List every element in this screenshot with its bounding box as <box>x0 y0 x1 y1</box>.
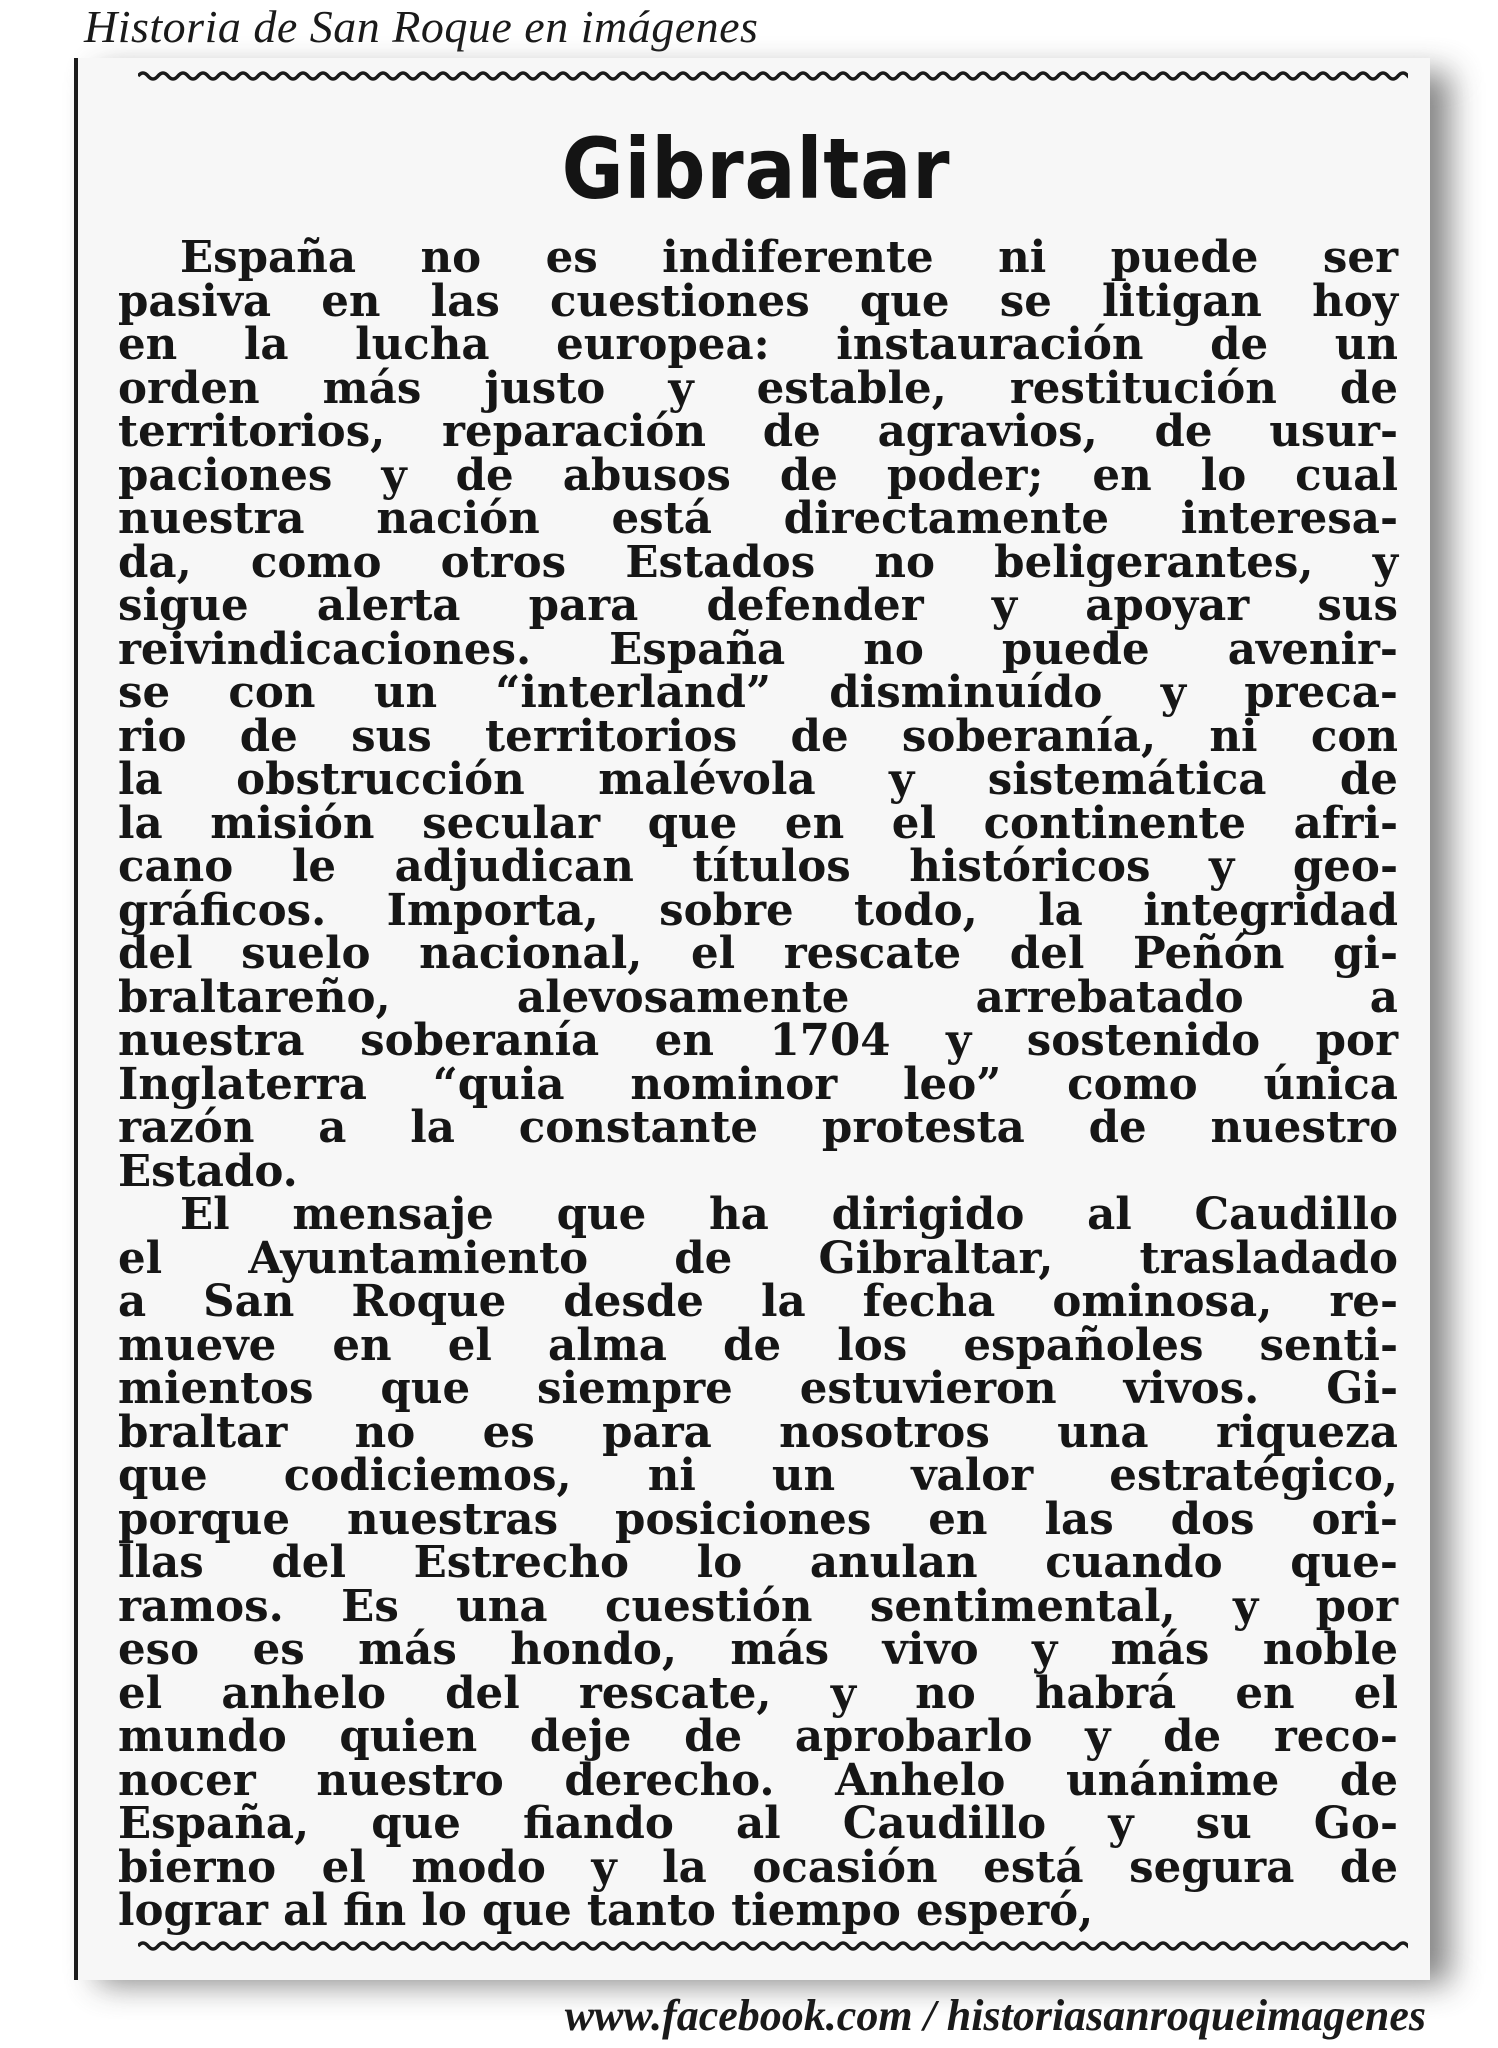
article-line: España no es indiferente ni puede ser <box>180 232 1398 283</box>
article-line: del suelo nacional, el rescate del Peñón gi- <box>118 928 1398 979</box>
article-line: se con un “interland” disminuído y preca- <box>118 667 1398 718</box>
article-line: lograr al fin lo que tanto tiempo esperó, <box>118 1885 1094 1936</box>
site-title-watermark: Historia de San Roque en imágenes <box>84 1 759 52</box>
article-line: sigue alerta para defender y apoyar sus <box>118 580 1398 631</box>
article-line: llas del Estrecho lo anulan cuando que- <box>118 1537 1398 1588</box>
article-line: en la lucha europea: instauración de un <box>118 319 1398 370</box>
article-title: Gibraltar <box>561 120 951 218</box>
article-line: Inglaterra “quia nominor leo” como única <box>118 1058 1398 1110</box>
article-line: la obstrucción malévola y sistemática de <box>118 754 1398 805</box>
article-line: territorios, reparación de agravios, de usur- <box>118 406 1398 457</box>
article-line: rio de sus territorios de soberanía, ni con <box>118 710 1398 762</box>
paragraph-2 <box>118 1189 1398 1936</box>
article-line: eso es más hondo, más vivo y más noble <box>118 1624 1398 1675</box>
article-line: la misión secular que en el continente afri- <box>118 797 1398 849</box>
article-line: paciones y de abusos de poder; en lo cual <box>118 449 1398 501</box>
bottom-wavy-rule <box>138 1938 1408 1954</box>
article-body <box>118 232 1398 1936</box>
article-line: orden más justo y estable, restitución de <box>118 362 1398 414</box>
newspaper-clipping <box>74 58 1430 1980</box>
article-line: braltar no es para nosotros una riqueza <box>118 1406 1398 1458</box>
article-line: mientos que siempre estuvieron vivos. Gi- <box>118 1363 1398 1414</box>
article-line: Estado. <box>118 1145 298 1197</box>
article-line: razón a la constante protesta de nuestro <box>118 1102 1398 1153</box>
article-line: gráficos. Importa, sobre todo, la integridad <box>118 884 1398 936</box>
footer-url-watermark: www.facebook.com / historiasanroqueimagenes <box>564 1991 1426 2040</box>
paragraph-1 <box>118 232 1398 1197</box>
article-line: mundo quien deje de aprobarlo y de reco- <box>118 1711 1398 1762</box>
article-line: el Ayuntamiento de Gibraltar, trasladado <box>118 1232 1398 1284</box>
article-line: El mensaje que ha dirigido al Caudillo <box>180 1189 1398 1240</box>
article-line: nuestra soberanía en 1704 y sostenido por <box>118 1015 1398 1066</box>
article-line: a San Roque desde la fecha ominosa, re- <box>118 1276 1398 1327</box>
top-wavy-rule <box>138 68 1408 84</box>
article-line: nuestra nación está directamente interesa- <box>118 493 1398 544</box>
article-line: porque nuestras posiciones en las dos ori- <box>118 1493 1398 1545</box>
article-line: da, como otros Estados no beligerantes, y <box>118 536 1398 588</box>
article-line: nocer nuestro derecho. Anhelo unánime de <box>118 1754 1398 1806</box>
article-line: braltareño, alevosamente arrebatado a <box>118 971 1398 1023</box>
article-line: reivindicaciones. España no puede avenir- <box>118 623 1398 675</box>
article-line: bierno el modo y la ocasión está segura de <box>118 1841 1398 1893</box>
article-line: cano le adjudican títulos históricos y geo- <box>118 841 1398 892</box>
article-line: mueve en el alma de los españoles senti- <box>118 1319 1398 1371</box>
article-line: España, que fiando al Caudillo y su Go- <box>118 1798 1398 1849</box>
article-line: que codiciemos, ni un valor estratégico, <box>118 1450 1398 1501</box>
article-line: ramos. Es una cuestión sentimental, y por <box>118 1580 1398 1632</box>
article-line: el anhelo del rescate, y no habrá en el <box>118 1667 1398 1719</box>
article-line: pasiva en las cuestiones que se litigan hoy <box>118 275 1398 327</box>
